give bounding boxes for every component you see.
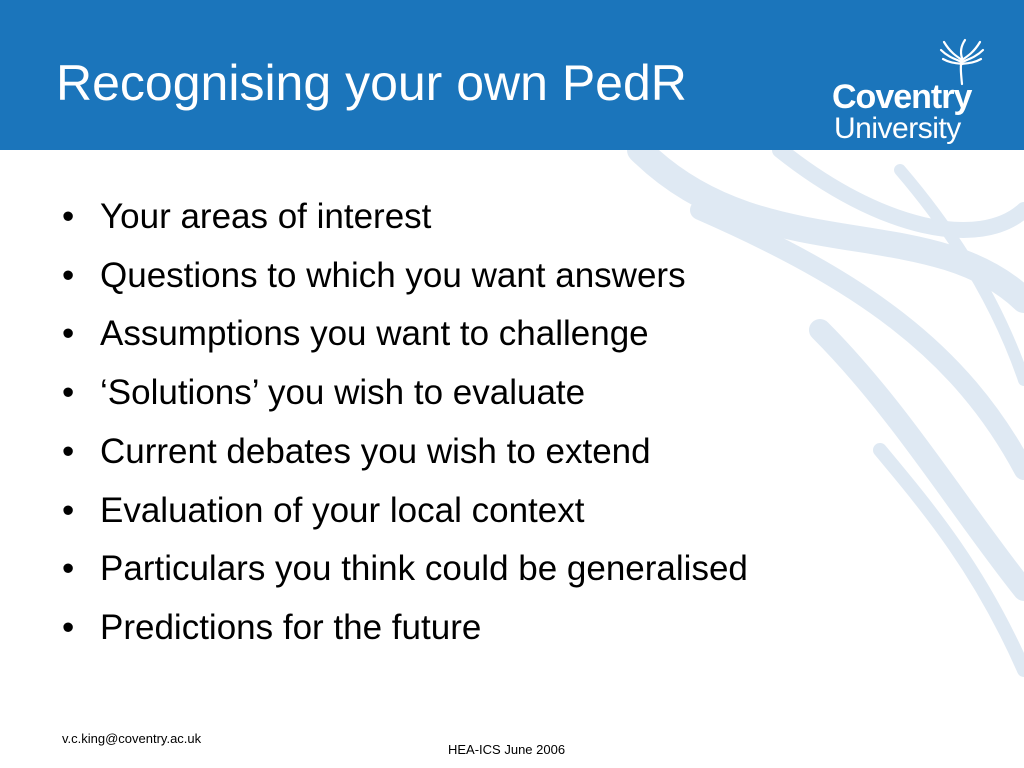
header-banner	[0, 0, 1024, 150]
bullet-list	[58, 188, 748, 658]
bullet-item: • Evaluation of your local context	[58, 482, 748, 541]
coventry-university-logo	[826, 36, 982, 148]
slide-title: Recognising your own PedR	[56, 55, 687, 111]
bullet-item: • Current debates you wish to extend	[58, 423, 748, 482]
bullet-item: • ‘Solutions’ you wish to evaluate	[58, 364, 748, 423]
bullet-item: • Your areas of interest	[58, 188, 748, 247]
bullet-item: • Questions to which you want answers	[58, 247, 748, 306]
footer-email: v.c.king@coventry.ac.uk	[62, 731, 202, 746]
bullet-item: • Assumptions you want to challenge	[58, 305, 748, 364]
bullet-item: • Particulars you think could be generalised	[58, 540, 748, 599]
logo-wordmark-coventry: Coventry	[832, 78, 972, 116]
bullet-item: • Predictions for the future	[58, 599, 748, 658]
footer-event: HEA-ICS June 2006	[448, 742, 566, 757]
logo-wordmark-university: University	[834, 112, 961, 145]
